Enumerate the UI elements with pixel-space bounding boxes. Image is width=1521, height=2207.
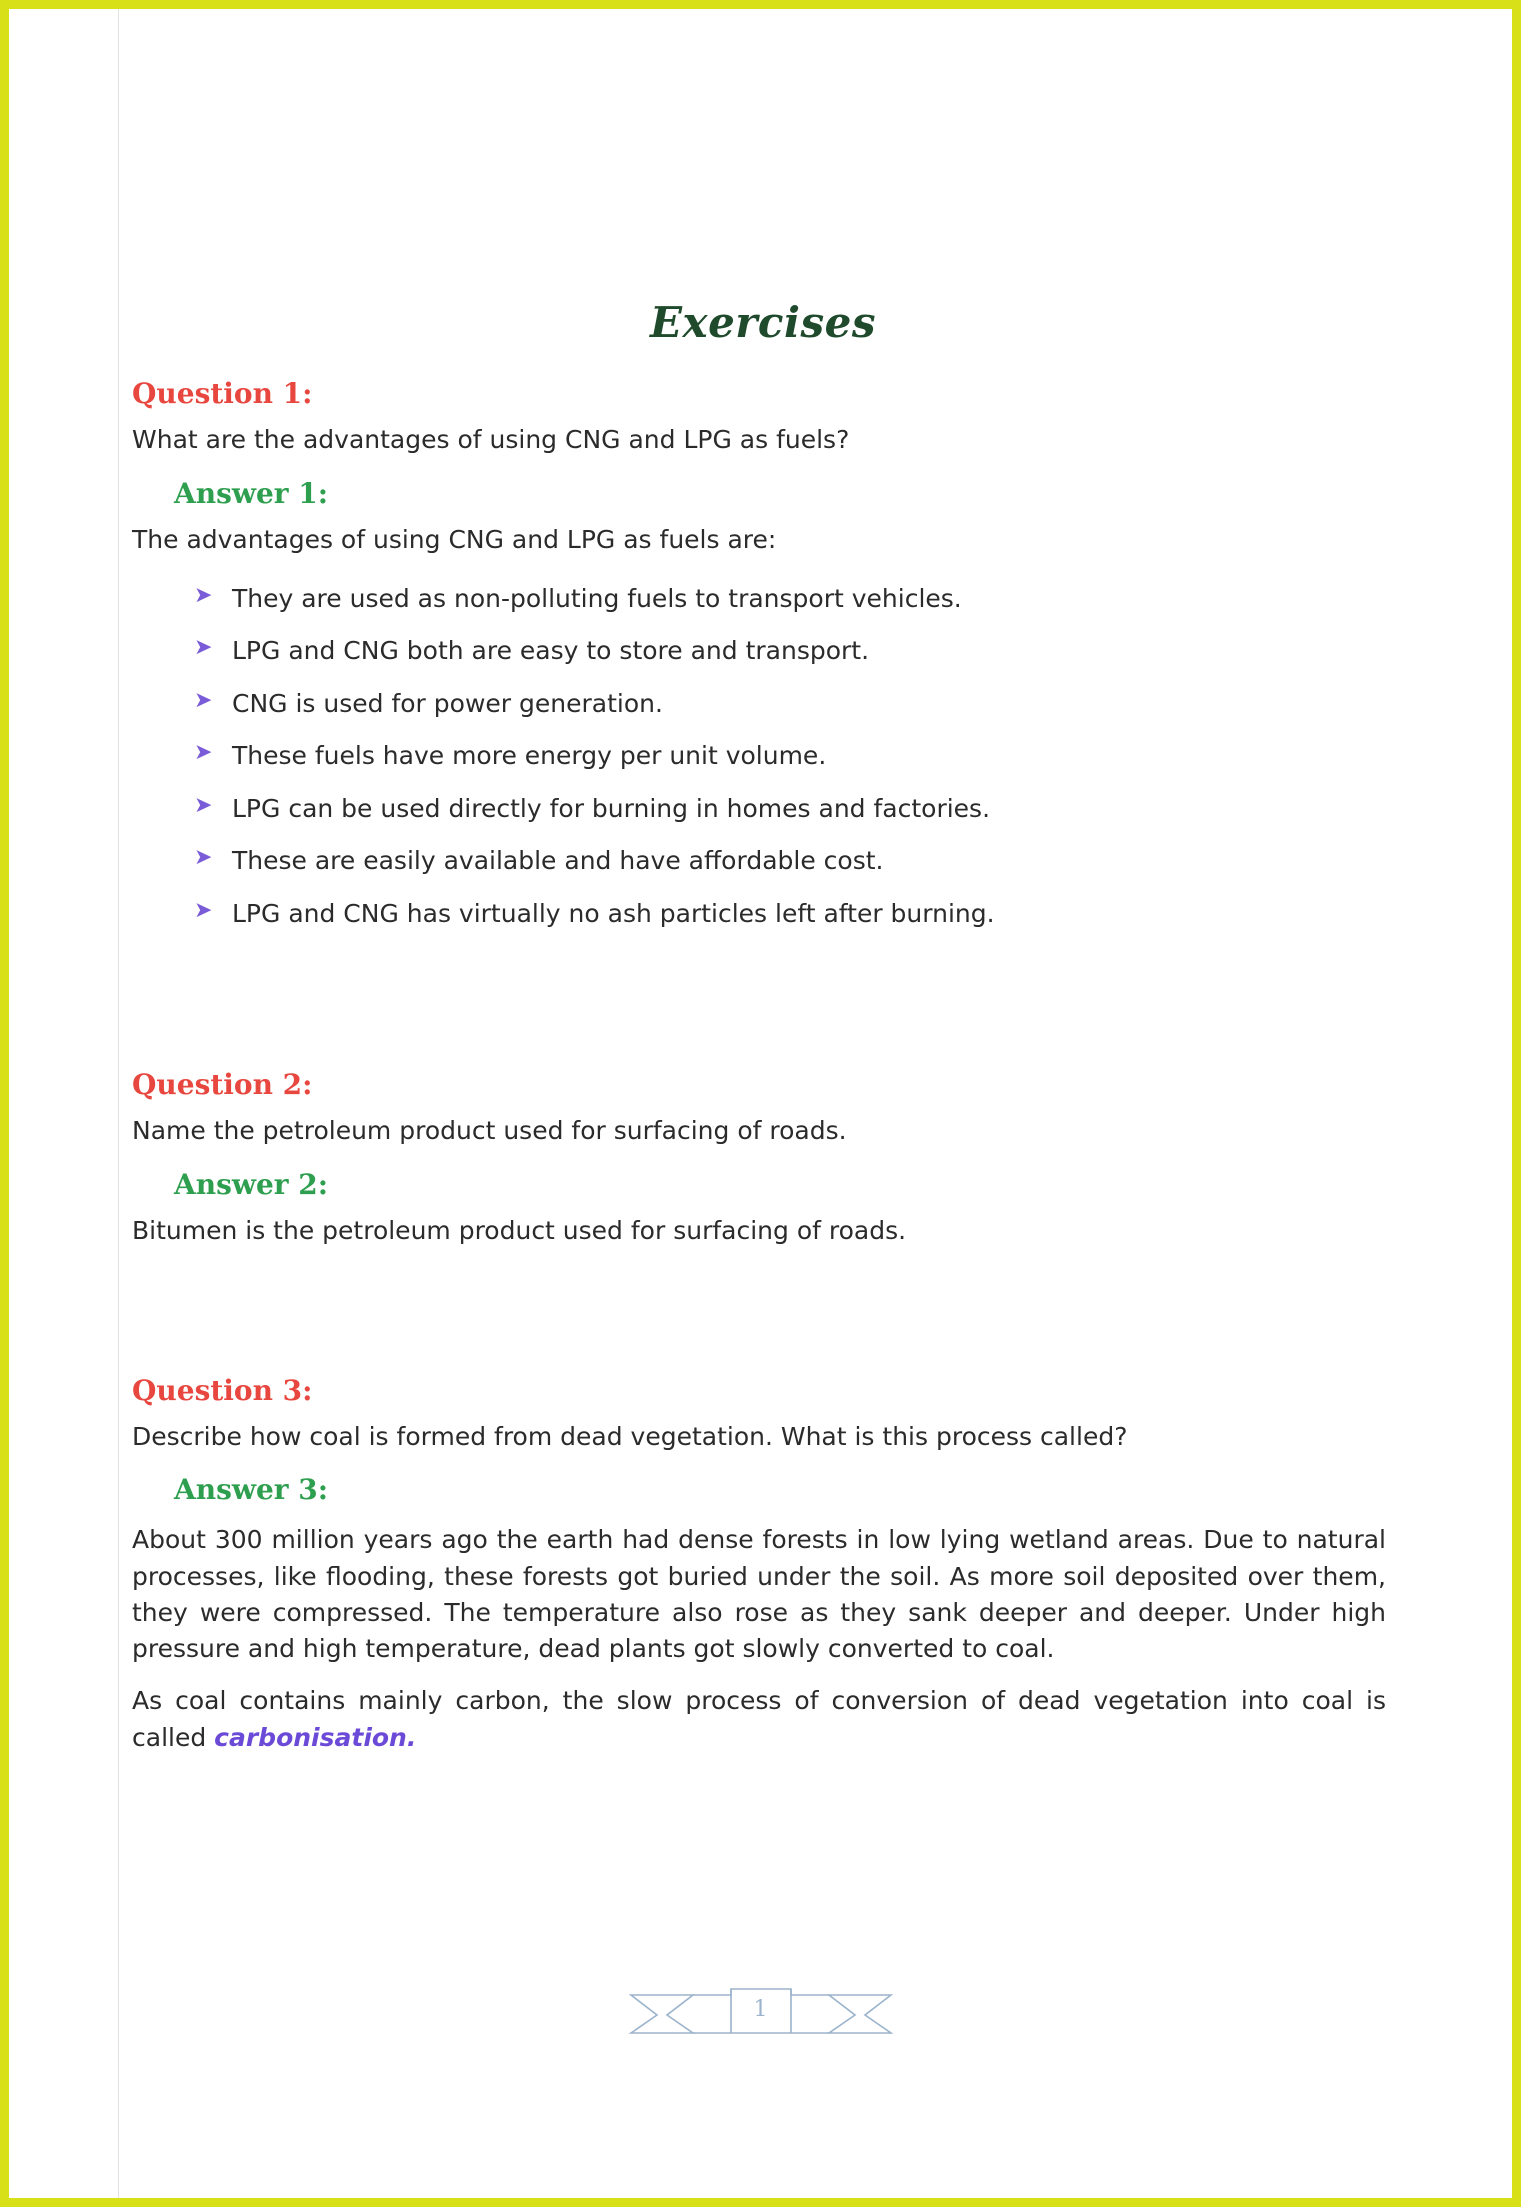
answer-1-label: Answer 1: [174, 476, 329, 510]
list-item [132, 740, 1394, 773]
answer-3-paragraph-2-text: As coal contains mainly carbon, the slow process of conversion of dead vegetation into coal is called [132, 1686, 1386, 1752]
list-item [132, 793, 1394, 826]
arrow-bullet-icon: ➤ [194, 582, 213, 608]
question-1-text: What are the advantages of using CNG and LPG as fuels? [132, 425, 850, 454]
section-gap [132, 930, 1394, 1038]
list-item [132, 688, 1394, 721]
question-3-text: Describe how coal is formed from dead vegetation. What is this process called? [132, 1421, 1128, 1451]
section-gap [132, 1248, 1394, 1344]
page-title: Exercises [650, 298, 876, 347]
arrow-bullet-icon: ➤ [194, 792, 213, 818]
list-item-text: LPG and CNG both are easy to store and transport. [232, 636, 870, 665]
arrow-bullet-icon: ➤ [194, 687, 213, 713]
answer-3-keyword: carbonisation. [214, 1722, 417, 1752]
question-3-label: Question 3: [132, 1373, 313, 1407]
list-item [132, 635, 1394, 668]
answer-2-text: Bitumen is the petroleum product used for surfacing of roads. [132, 1215, 907, 1245]
question-2-label: Question 2: [132, 1068, 313, 1101]
page-content [132, 0, 1394, 1756]
list-item-text: LPG and CNG has virtually no ash particles left after burning. [232, 898, 995, 928]
list-item-text: They are used as non-polluting fuels to transport vehicles. [232, 583, 962, 613]
list-item-text: LPG can be used directly for burning in homes and factories. [232, 793, 991, 823]
answer-2-label: Answer 2: [174, 1167, 329, 1201]
answer-1-bullet-list [132, 557, 1394, 931]
arrow-bullet-icon: ➤ [194, 740, 213, 765]
margin-rule [118, 9, 119, 2198]
list-item-text: These fuels have more energy per unit volume. [232, 741, 827, 770]
ribbon-decoration [621, 1975, 901, 2045]
page-number: 1 [753, 1997, 768, 2022]
question-1-label: Question 1: [132, 377, 313, 410]
qa-block-3 [132, 1344, 1394, 1756]
list-item [132, 898, 1394, 931]
list-item-text: CNG is used for power generation. [232, 688, 663, 718]
answer-1-intro: The advantages of using CNG and LPG as fuels are: [132, 524, 777, 554]
page-footer [0, 1975, 1521, 2049]
answer-3-paragraph-2 [132, 1667, 1394, 1756]
list-item-text: These are easily available and have affordable cost. [232, 846, 884, 875]
arrow-bullet-icon: ➤ [194, 635, 213, 660]
arrow-bullet-icon: ➤ [194, 897, 213, 923]
qa-block-2 [132, 1038, 1394, 1248]
list-item [132, 583, 1394, 616]
arrow-bullet-icon: ➤ [194, 845, 213, 870]
answer-3-label: Answer 3: [174, 1473, 329, 1507]
qa-block-1 [132, 347, 1394, 930]
list-item [132, 845, 1394, 878]
answer-3-paragraph-1: About 300 million years ago the earth had dense forests in low lying wetland areas. Due to natural processes, like flooding, these forests got buried under the soil. As more soil deposited over them, they were compressed. The temperature also rose as they sank deeper and deeper. Under high pressure and high temperature, dead plants got slowly converted to coal. [132, 1525, 1386, 1663]
question-2-text: Name the petroleum product used for surfacing of roads. [132, 1116, 847, 1145]
